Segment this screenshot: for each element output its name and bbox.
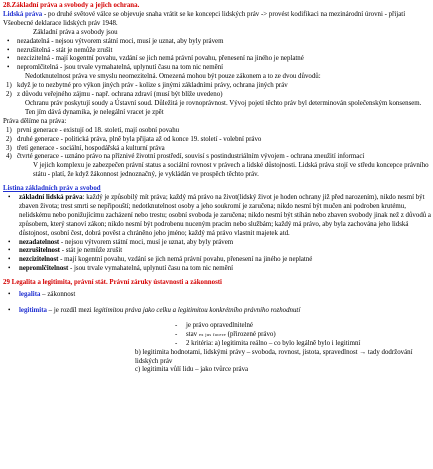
- list-item: 2) z důvodu veřejného zájmu - např. ochrana zdraví (musí být blíže uvedeno): [6, 91, 223, 99]
- legitimita-detail: - stav ex jus facere (přirozené právo): [3, 331, 431, 340]
- legitimita-detail: - 2 kritéria: a) legitimita reálno – co bylo legálně bylo i legitimní: [3, 340, 431, 349]
- listina-title: Listina základních práv a svobod: [3, 185, 101, 193]
- legitimita-item: • legitimita – je rozdíl mezi legitimitou práva jako celku a legitimitou konkrétního právního rozhodnutí: [3, 307, 431, 316]
- list-item: • nepromlčitelnost - jsou trvale vymahatelná, uplynutí času na tom nic nemění: [3, 265, 431, 274]
- generations-list: [3, 127, 431, 163]
- list-item: • nezadatelná - nejsou výtvorem státní moci, musí je uznat, aby byly právem: [3, 38, 431, 47]
- intro-text: - po druhé světové válce se objevuje snaha vrátit se ke koncepci lidských práv -> provést kodifikaci na mezinárodní úrovni - přijatí Všeobecné deklarace lidských práv 1948.: [3, 10, 406, 27]
- list-item: 4) čtvrté generace - uznáno právo na příznivé životní prostředí, souvisí s postindustriálním vývojem - ochrana zneužití informací: [6, 153, 365, 161]
- intro-paragraph: [3, 11, 431, 29]
- section-28-title: 28.Základní práva a svobody a jejich ochrana.: [3, 2, 140, 9]
- list-item: 3) třetí generace - sociální, hospodářská a kulturní práva: [6, 144, 165, 152]
- list-item: • základní lidská práva: každý je způsobilý mít práva; každý má právo na život(lidský život je hoden ochrany již před narozením), nikdo nesmí být zbaven života; trest smrti se nepřipouští; nedotknutelnost osoby a jeho soukromí je zaručena; nikdo nesmí být mučen ani podroben krutému, nelidskému nebo ponižujícímu zacházení nebo trestu; osobní svoboda je zaručena; nikdo nesmí být stíhán nebo zbaven svobody jinak než z důvodů a způsobem, který stanoví zákon; nikdo nesmí být podrobenu nuceným pracím nebo službám; každý má právo, aby byla zachována jeho lidská důstojnost, osobní čest, dobrá pověst a chráněno jeho jméno; každý má právo vlastnit majetek atd.: [3, 194, 431, 239]
- rights-properties-list: [3, 38, 431, 74]
- legalita-item: • legalita – zákonnost: [3, 291, 431, 300]
- list-item: 1) když je to nezbytné pro výkon jiných práv - kolize s jinými základními právy, ochrana jiných práv: [6, 82, 288, 90]
- generations-intro: Práva dělíme na práva:: [3, 117, 67, 125]
- list-item: • nepromlčitelná - jsou trvale vymahatelná, uplynutí času na tom nic nemění: [3, 64, 431, 73]
- list-item: • nezadatelnost - nejsou výtvorem státní moci, musí je uznat, aby byly právem: [3, 239, 431, 248]
- legitimita-detail: - je právo opravedlnitelné: [3, 322, 431, 331]
- restriction-list: [3, 82, 431, 100]
- restriction-paragraph: Nedotknutelnost práva ve smyslu neomezitelná. Omezená mohou být pouze zákonem a to ze dvou důvodů:: [25, 73, 321, 81]
- list-item: 1) prvni generace - existují od 18. století, mají osobní povahu: [6, 126, 180, 134]
- list-item: • nezrušitelná - stát je nemůže zrušit: [3, 47, 431, 56]
- subheading-rights: Základní práva a svobody jsou: [33, 28, 118, 36]
- list-item: • nezcizitelnost - mají kogentní povahu, vzdání se jich nemá právní povahu, přenesení na jiného je neplatné: [3, 256, 431, 265]
- intro-term: Lidská práva: [3, 10, 43, 18]
- criterion-c: c) legitimita vůlí lidu – jako tvůrce práva: [135, 366, 249, 374]
- list-item: 2) druhé generace - politická práva, plně byla přijata až od konce 19. století - volební právo: [6, 135, 262, 143]
- list-item: • nezcizitelná - mají kogentní povahu, vzdání se jich nemá právní povahu, přenesení na jiného je neplatné: [3, 55, 431, 64]
- criterion-b: b) legitimita hodnotami, lidskými právy – svoboda, rovnost, jistota, spravedlnost → tady dodržování lidských práv: [135, 348, 413, 365]
- protection-paragraph: Ochranu práv poskytují soudy a Ústavní soud. Důležitá je rovnoprávnost. Vývoj pojetí těchto práv byl determinován společenským konsensem. Ten jím dává dynamika, je nelegální vracet je zpět: [25, 99, 422, 116]
- list-item: • nezrušitelnost - stát je nemůže zrušit: [3, 247, 431, 256]
- listina-list: [3, 194, 431, 274]
- status-paragraph: V jejich komplexu je zabezpečen právní status a sociální rovnost v právech a lidské důstojnosti. Lidská práva stojí ve středu koncepce právního státu - platí, že když žákonnost jednoznačný, je vykládán ve prospěch těchto práv.: [33, 162, 429, 179]
- section-29-title: 29 Legalita a legitimita, právní stát. Právní záruky ústavnosti a zákonnosti: [3, 279, 222, 287]
